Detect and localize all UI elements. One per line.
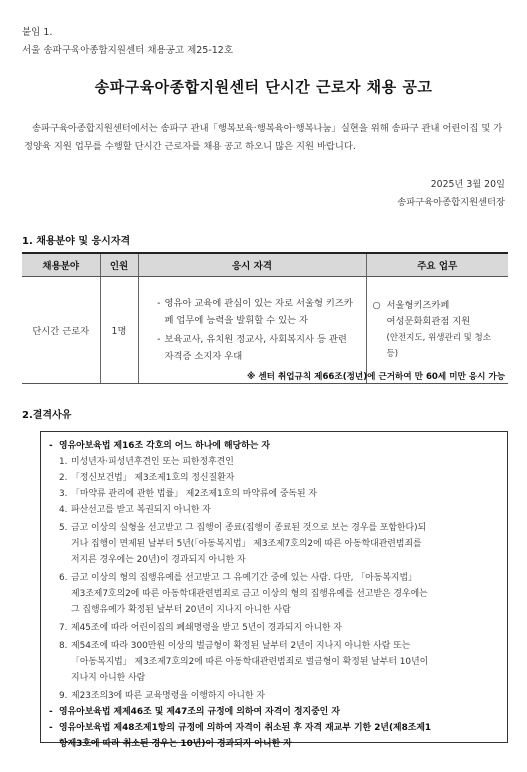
list-marker: - xyxy=(157,334,161,345)
age-footnote: ※ 센터 취업규칙 제66조(정년)에 근거하여 만 60세 미만 응시 가능 xyxy=(247,372,505,382)
table-header-row xyxy=(22,253,508,277)
duty-block xyxy=(373,298,505,362)
duty-line: 여성문화회관점 지원 xyxy=(386,316,471,327)
cell-field: 단시간 근로자 xyxy=(22,277,100,384)
qualification-text: 영유아 교육에 관심이 있는 자로 서울형 키즈카페 업무에 능력을 발휘할 수 있는 자 xyxy=(164,298,353,326)
page-title: 송파구육아종합지원센터 단시간 근로자 채용 공고 xyxy=(94,78,433,96)
col-header-duty: 주요 업무 xyxy=(366,253,508,277)
list-marker: - xyxy=(157,298,161,309)
cell-qualification xyxy=(138,277,366,384)
notice-number: 서울 송파구육아종합지원센터 채용공고 제25-12호 xyxy=(22,45,234,56)
section1-heading: 1. 채용분야 및 응시자격 xyxy=(22,236,131,247)
disqualification-box: - 영유아보육법 제16조 각호의 어느 하나에 해당하는 자 1. 미성년자·피성년후견인 또는 피한정후견인 2. 「정신보건법」 제3조제1호의 정신질환자 3. 「마약류 관리에 관한 법률」 제2조제1호의 마약류에 중독된 자 4. 파산선고를 받고 복권되지 아니한 자 5. 금고 이상의 실형을 선고받고 그 집행이 종료(집행이 종료된 것으로 보는 경우를 포함한다)되 거나 집행이 면제된 날부터 5년(「아동복지법」 제3조제7호의2에 따른 아동학대관련범죄를 저지른 경우에는 20년)이 경과되지 아니한 자 6. 금고 이상의 형의 집행유예를 선고받고 그 유예기간 중에 있는 사람. 다만, 「아동복지법」 제3조제7호의2에 따른 아동학대관련범죄로 금고 이상의 형의 집행유예를 선고받은 경우에는 그 집행유예가 확정된 날부터 20년이 지나지 아니한 사람 7. 제45조에 따라 어린이집의 폐쇄명령을 받고 5년이 경과되지 아니한 자 8. 제54조에 따라 300만원 이상의 벌금형이 확정된 날부터 2년이 지나지 아니한 사람 또는 「아동복지법」 제3조제7호의2에 따른 아동학대관련범죄로 벌금형이 확정된 날부터 10년이 지나지 아니한 사람 9. 제23조의3에 따른 교육명령을 이행하지 아니한 자 - 영유아보육법 제제46조 및 제47조의 규정에 의하여 자격이 정지중인 자 - 영유아보육법 제48조제1항의 규정에 의하여 자격이 취소된 후 자격 재교부 기한 2년(제8조제1 항제3호에 따라 취소된 경우는 10년)이 경과되지 아니한 자 xyxy=(40,431,508,743)
cell-count: 1명 xyxy=(100,277,138,384)
organization-name: 송파구육아종합지원센터장 xyxy=(397,197,505,208)
qualification-item xyxy=(145,295,358,329)
duty-line: 서울형키즈카페 xyxy=(386,300,450,311)
duty-line: (안전지도, 위생관리 및 청소 등) xyxy=(386,333,491,359)
table-row xyxy=(22,277,508,384)
notice-date: 2025년 3월 20일 xyxy=(430,179,505,190)
qualification-text: 보육교사, 유치원 정교사, 사회복지사 등 관련 자격증 소지자 우대 xyxy=(164,334,347,362)
attachment-label: 붙임 1. xyxy=(22,27,53,38)
recruitment-table xyxy=(22,252,508,384)
circle-bullet-icon: ○ xyxy=(372,300,381,311)
section2-heading: 2.결격사유 xyxy=(22,410,72,421)
col-header-field: 채용분야 xyxy=(22,253,100,277)
cell-duty xyxy=(366,277,508,384)
col-header-count: 인원 xyxy=(100,253,138,277)
intro-paragraph: 송파구육아종합지원센터에서는 송파구 관내「행복보육·행복육아·행복나눔」실현을 위해 송파구 관내 어린이집 및 가정양육 지원 업무를 수행할 단시간 근로자를 채용 공고 하오니 많은 지원 바랍니다. xyxy=(24,123,503,152)
qualification-item xyxy=(145,331,358,365)
col-header-qualification: 응시 자격 xyxy=(138,253,366,277)
